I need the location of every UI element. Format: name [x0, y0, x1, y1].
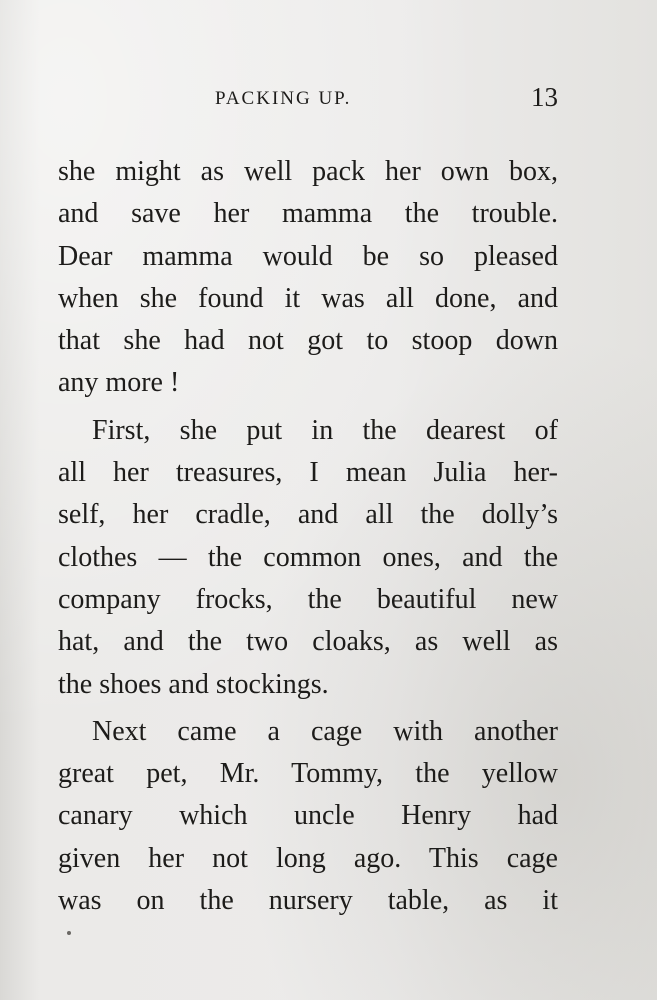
text-line: great pet, Mr. Tommy, the yellow: [58, 758, 558, 790]
page-number: 13: [531, 82, 558, 112]
page-header: [58, 82, 558, 118]
text-line: First, she put in the dearest of: [92, 414, 558, 446]
text-line: when she found it was all done, and: [58, 282, 558, 314]
text-line: she might as well pack her own box,: [58, 156, 558, 187]
text-line: company frocks, the beautiful new: [58, 583, 558, 615]
paragraph: [58, 711, 558, 922]
paragraph: [58, 410, 558, 706]
text-line: Dear mamma would be so pleased: [58, 240, 558, 272]
ink-speck: [67, 931, 71, 935]
running-title: PACKING UP.: [215, 88, 352, 109]
text-line: and save her mamma the trouble.: [58, 198, 558, 230]
body-text: [58, 151, 558, 922]
text-line: self, her cradle, and all the dolly’s: [58, 499, 558, 531]
text-line: was on the nursery table, as it: [58, 885, 558, 917]
text-line: all her treasures, I mean Julia her-: [58, 457, 558, 489]
text-line: the shoes and stockings.: [58, 668, 329, 700]
text-line: hat, and the two cloaks, as well as: [58, 626, 558, 658]
text-line: that she had not got to stoop down: [58, 325, 558, 357]
text-line: Next came a cage with another: [92, 715, 558, 747]
text-line: clothes — the common ones, and the: [58, 541, 558, 573]
text-line: given her not long ago. This cage: [58, 842, 558, 874]
text-line: canary which uncle Henry had: [58, 800, 558, 832]
paragraph: [58, 151, 558, 405]
text-line: any more !: [58, 367, 180, 399]
